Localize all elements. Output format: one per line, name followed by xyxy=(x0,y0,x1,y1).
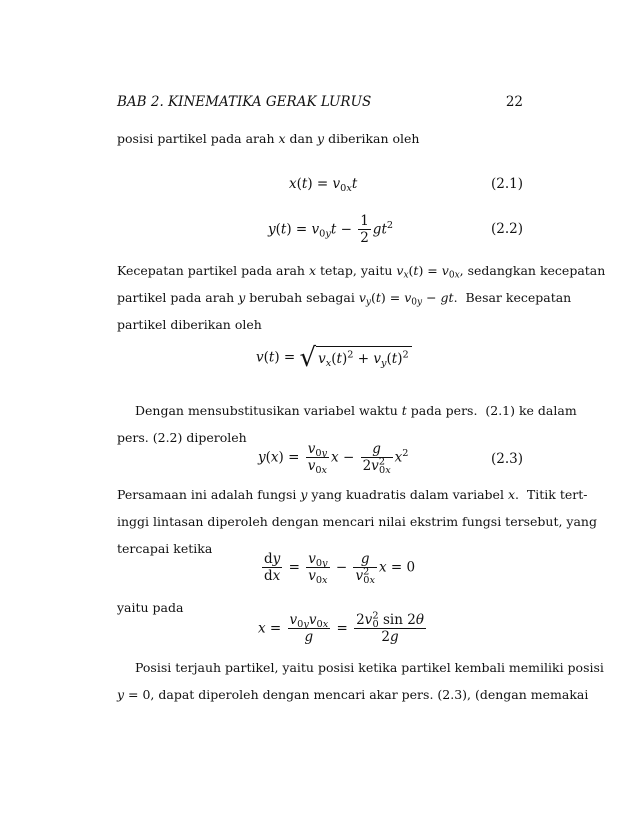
equation-2-2: $y(t) = v_{0y}t$ − $\frac{1}{2}$ $gt^2$ xyxy=(268,213,394,246)
equation-2-3: y(x) = $\frac{v_{0y}}{v_{0x}}$ x − $\frac{g}{2v^2_{0x}}$ $x^2$ xyxy=(258,441,409,476)
chapter-title: BAB 2. KINEMATIKA GERAK LURUS xyxy=(117,94,372,110)
paragraph-line: inggi lintasan diperoleh dengan mencari nilai ekstrim fungsi tersebut, yang xyxy=(117,514,597,529)
paragraph-line: posisi partikel pada arah x dan y diberikan oleh xyxy=(117,131,420,146)
paragraph-line: tercapai ketika xyxy=(117,541,213,556)
running-header xyxy=(117,94,523,110)
paragraph-line: y = 0, dapat diperoleh dengan mencari akar pers. (2.3), (dengan memakai xyxy=(117,687,589,702)
paragraph-line: partikel diberikan oleh xyxy=(117,317,262,332)
paragraph-line: yaitu pada xyxy=(117,600,184,615)
equation-2-1: $x(t) = v_{0x}t$ xyxy=(289,176,358,194)
paragraph-quadratic xyxy=(117,481,597,562)
equation-number-2-2: (2.2) xyxy=(490,221,523,237)
paragraph-velocity xyxy=(117,257,606,338)
equation-speed: v(t) = √ $v_x(t)^2 + v_y(t)^2$ xyxy=(256,345,412,371)
paragraph-range xyxy=(117,654,604,708)
page-number: 22 xyxy=(505,94,523,110)
paragraph-line: partikel pada arah y berubah sebagai $v_y(t) = v_{0y}$ − gt. Besar kecepatan xyxy=(117,290,572,308)
paragraph-line: Dengan mensubstitusikan variabel waktu t pada pers. (2.1) ke dalam xyxy=(135,403,577,418)
equation-max-height-x: x = $\frac{v_{0y}v_{0x}}{g}$ = $\frac{2v^2_0 \sin 2\theta}{2g}$ xyxy=(258,610,424,645)
paragraph-line: Persamaan ini adalah fungsi y yang kuadratis dalam variabel x. Titik tert- xyxy=(117,487,588,502)
paragraph-line: Posisi terjauh partikel, yaitu posisi ketika partikel kembali memiliki posisi xyxy=(135,660,604,675)
equation-number-2-1: (2.1) xyxy=(490,176,523,192)
paragraph-line: pers. (2.2) diperoleh xyxy=(117,430,247,445)
equation-derivative: $\frac{dy}{dx}$ = $\frac{v_{0y}}{v_{0x}}$ − $\frac{g}{v^2_{0x}}$ x = 0 xyxy=(264,551,416,586)
paragraph-line: Kecepatan partikel pada arah x tetap, yaitu $v_x(t) = v_{0x}$, sedangkan kecepatan xyxy=(117,263,606,281)
equation-number-2-3: (2.3) xyxy=(490,451,523,467)
paragraph-intro xyxy=(117,125,523,152)
